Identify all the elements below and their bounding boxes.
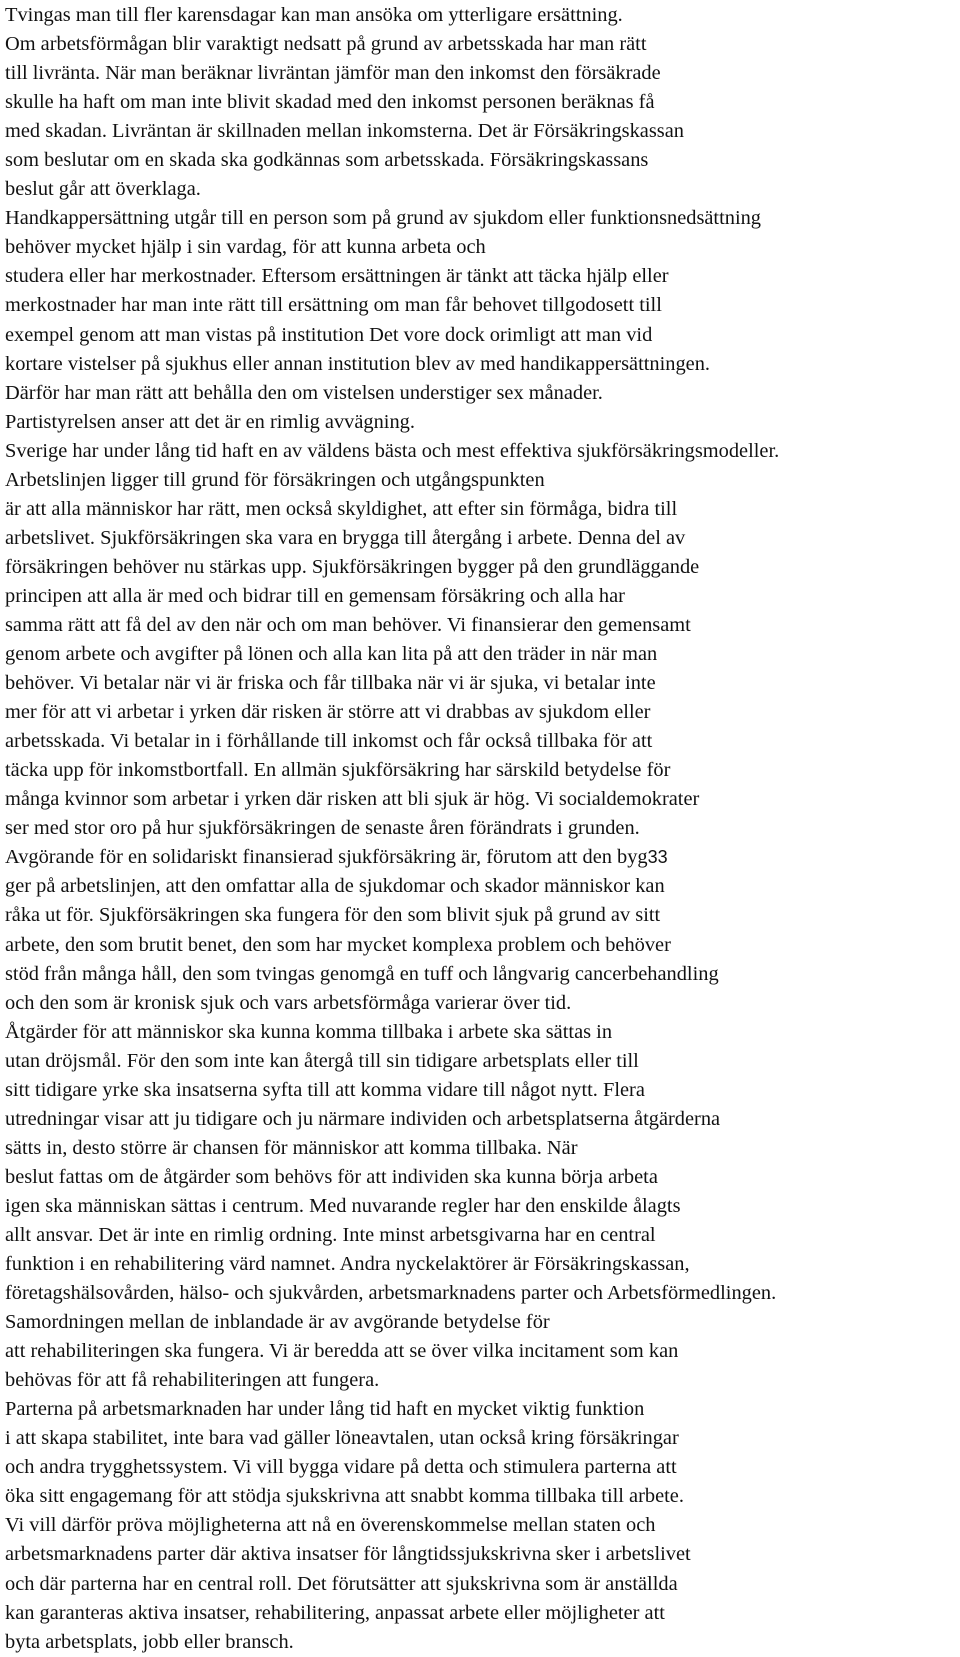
text-line: arbete, den som brutit benet, den som har mycket komplexa problem och behöver <box>5 933 671 956</box>
text-line: arbetsskada. Vi betalar in i förhållande till inkomst och får också tillbaka för att <box>5 730 653 753</box>
text-line: principen att alla är med och bidrar till en gemensam försäkring och alla har <box>5 584 625 607</box>
text-line: råka ut för. Sjukförsäkringen ska fungera för den som blivit sjuk på grund av sitt <box>5 904 661 927</box>
text-line: arbetslivet. Sjukförsäkringen ska vara en brygga till återgång i arbete. Denna del av <box>5 526 686 549</box>
text-line: Arbetslinjen ligger till grund för försäkringen och utgångspunkten <box>5 468 545 491</box>
text-line: exempel genom att man vistas på institution Det vore dock orimligt att man vid <box>5 323 653 346</box>
text-line: att rehabiliteringen ska fungera. Vi är beredda att se över vilka incitament som kan <box>5 1340 679 1363</box>
text-line: Om arbetsförmågan blir varaktigt nedsatt på grund av arbetsskada har man rätt <box>5 33 647 56</box>
text-line: Sverige har under lång tid haft en av väldens bästa och mest effektiva sjukförsäkringsmodeller. <box>5 439 780 462</box>
text-line: samma rätt att få del av den när och om man behöver. Vi finansierar den gemensamt <box>5 613 691 636</box>
page-number: 33 <box>647 847 668 868</box>
text-line: och andra trygghetssystem. Vi vill bygga vidare på detta och stimulera parterna att <box>5 1456 677 1479</box>
text-line: som beslutar om en skada ska godkännas som arbetsskada. Försäkringskassans <box>5 149 649 172</box>
text-line: Därför har man rätt att behålla den om vistelsen understiger sex månader. <box>5 381 603 404</box>
text-line: utredningar visar att ju tidigare och ju närmare individen och arbetsplatserna åtgärderna <box>5 1107 721 1130</box>
text-line: öka sitt engagemang för att stödja sjukskrivna att snabbt komma tillbaka till arbete. <box>5 1485 684 1508</box>
text-line: byta arbetsplats, jobb eller bransch. <box>5 1630 294 1653</box>
text-line: Åtgärder för att människor ska kunna komma tillbaka i arbete ska sättas in <box>5 1020 613 1043</box>
text-line: försäkringen behöver nu stärkas upp. Sjukförsäkringen bygger på den grundläggande <box>5 555 700 578</box>
text-line: behöver. Vi betalar när vi är friska och får tillbaka när vi är sjuka, vi betalar inte <box>5 672 656 695</box>
text-line-with-page-number <box>5 843 955 872</box>
text-line: till livränta. När man beräknar livräntan jämför man den inkomst den försäkrade <box>5 62 661 85</box>
text-line: ser med stor oro på hur sjukförsäkringen de senaste åren förändrats i grunden. <box>5 817 640 840</box>
text-line: företagshälsovården, hälso- och sjukvården, arbetsmarknadens parter och Arbetsförmedlingen. <box>5 1282 777 1305</box>
text-line: och där parterna har en central roll. Det förutsätter att sjukskrivna som är anställda <box>5 1572 678 1595</box>
text-line: sätts in, desto större är chansen för människor att komma tillbaka. När <box>5 1136 578 1159</box>
text-line: Avgörande för en solidariskt finansierad sjukförsäkring är, förutom att den byg <box>5 846 648 869</box>
text-line: Samordningen mellan de inblandade är av avgörande betydelse för <box>5 1311 550 1334</box>
text-line: beslut fattas om de åtgärder som behövs för att individen ska kunna börja arbeta <box>5 1165 658 1188</box>
text-line: Handkappersättning utgår till en person som på grund av sjukdom eller funktionsnedsättning <box>5 207 762 230</box>
text-line: Partistyrelsen anser att det är en rimlig avvägning. <box>5 410 415 433</box>
text-line: mer för att vi arbetar i yrken där risken är större att vi drabbas av sjukdom eller <box>5 701 651 724</box>
text-line: Vi vill därför pröva möjligheterna att nå en överenskommelse mellan staten och <box>5 1514 656 1537</box>
text-line: ger på arbetslinjen, att den omfattar alla de sjukdomar och skador människor kan <box>5 875 665 898</box>
text-line: behöver mycket hjälp i sin vardag, för att kunna arbeta och <box>5 236 486 259</box>
text-line: Tvingas man till fler karensdagar kan man ansöka om ytterligare ersättning. <box>5 4 623 26</box>
text-line: är att alla människor har rätt, men också skyldighet, att efter sin förmåga, bidra till <box>5 497 678 520</box>
text-line: behövas för att få rehabiliteringen att fungera. <box>5 1369 380 1392</box>
text-line: sitt tidigare yrke ska insatserna syfta till att komma vidare till något nytt. Flera <box>5 1078 645 1101</box>
text-line: kan garanteras aktiva insatser, rehabilitering, anpassat arbete eller möjligheter att <box>5 1601 665 1624</box>
text-line: många kvinnor som arbetar i yrken där risken att bli sjuk är hög. Vi socialdemokrater <box>5 788 700 811</box>
text-line: genom arbete och avgifter på lönen och alla kan lita på att den träder in när man <box>5 643 658 666</box>
text-line: merkostnader har man inte rätt till ersättning om man får behovet tillgodosett till <box>5 294 662 317</box>
text-line: igen ska människan sättas i centrum. Med nuvarande regler har den enskilde ålagts <box>5 1194 681 1217</box>
document-page <box>5 1 955 1657</box>
text-line: och den som är kronisk sjuk och vars arbetsförmåga varierar över tid. <box>5 991 572 1014</box>
text-line: med skadan. Livräntan är skillnaden mellan inkomsterna. Det är Försäkringskassan <box>5 120 684 143</box>
text-line: stöd från många håll, den som tvingas genomgå en tuff och långvarig cancerbehandling <box>5 962 719 985</box>
text-line: täcka upp för inkomstbortfall. En allmän sjukförsäkring har särskild betydelse för <box>5 759 671 782</box>
text-line: arbetsmarknadens parter där aktiva insatser för långtidssjukskrivna sker i arbetslivet <box>5 1543 691 1566</box>
text-line: Parterna på arbetsmarknaden har under lång tid haft en mycket viktig funktion <box>5 1398 645 1421</box>
text-line: funktion i en rehabilitering värd namnet. Andra nyckelaktörer är Försäkringskassan, <box>5 1253 690 1276</box>
text-line: allt ansvar. Det är inte en rimlig ordning. Inte minst arbetsgivarna har en central <box>5 1223 656 1246</box>
text-line: utan dröjsmål. För den som inte kan återgå till sin tidigare arbetsplats eller till <box>5 1049 639 1072</box>
text-line: kortare vistelser på sjukhus eller annan institution blev av med handikappersättningen. <box>5 352 710 375</box>
text-line: skulle ha haft om man inte blivit skadad med den inkomst personen beräknas få <box>5 91 655 114</box>
text-line: studera eller har merkostnader. Eftersom ersättningen är tänkt att täcka hjälp eller <box>5 265 669 288</box>
text-line: i att skapa stabilitet, inte bara vad gäller löneavtalen, utan också kring försäkringar <box>5 1427 679 1450</box>
text-line: beslut går att överklaga. <box>5 178 201 201</box>
